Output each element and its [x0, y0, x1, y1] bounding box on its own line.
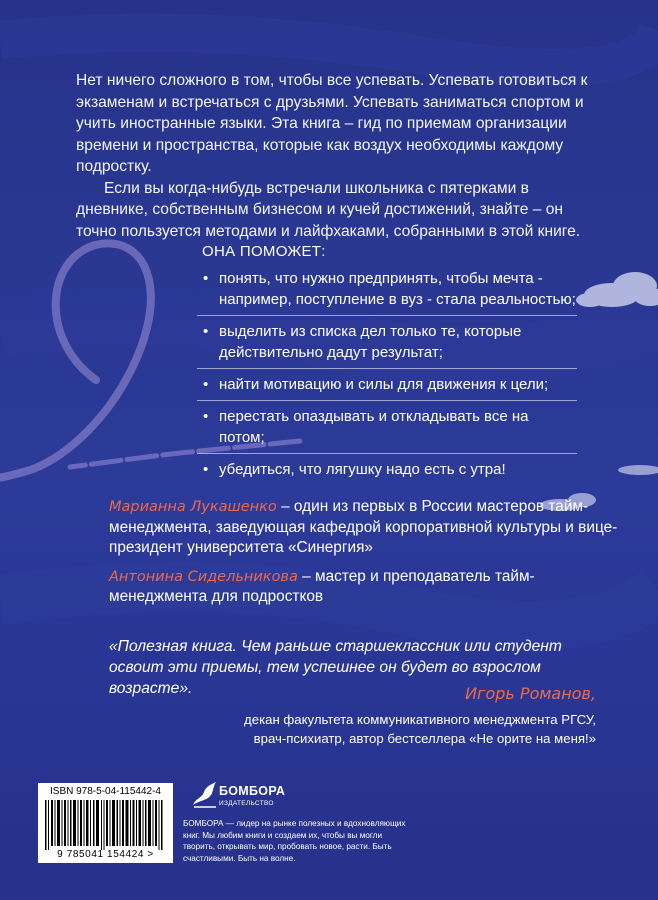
quote-author: Игорь Романов,	[465, 684, 596, 703]
bullet-icon: •	[203, 270, 209, 287]
helps-list	[197, 263, 577, 485]
authors-section	[109, 497, 619, 616]
publisher-name: БОМБОРА	[219, 784, 286, 798]
barcode-box	[38, 783, 173, 863]
barcode-number: 9 785041 154424 >	[57, 849, 154, 860]
helps-item-text: понять, что нужно предпринять, чтобы мечта - например, поступление в вуз - стала реальностью;	[219, 270, 576, 308]
quote-role-line: врач-психиатр, автор бестселлера «Не орите на меня!»	[253, 731, 596, 746]
quote-role-line: декан факультета коммуникативного менеджмента РГСУ,	[244, 712, 596, 727]
helps-list-item	[197, 454, 577, 485]
helps-item-text: перестать опаздывать и откладывать все на потом;	[219, 408, 529, 446]
author-name: Марианна Лукашенко	[109, 499, 277, 515]
bullet-icon: •	[203, 376, 209, 393]
isbn-label: ISBN 978-5-04-115442-4	[50, 786, 161, 797]
helps-item-text: убедиться, что лягушку надо есть с утра!	[219, 461, 506, 478]
barcode-icon	[43, 800, 168, 850]
review-quote: «Полезная книга. Чем раньше старшеклассник или студент освоит эти приемы, тем успешнее он будет во взрослом возрасте».	[109, 638, 562, 697]
intro-text	[76, 70, 596, 242]
helps-list-item	[197, 263, 577, 316]
publisher-blurb: БОМБОРА — лидер на рынке полезных и вдохновляющих книг. Мы любим книги и создаем их, чтобы вы могли творить, открывать мир, пробовать новое, расти. Быть счастливыми. Быть на волне.	[183, 819, 406, 863]
author-description: – мастер и преподаватель тайм-менеджмента для подростков	[109, 567, 535, 605]
brush-stroke	[0, 30, 658, 68]
author-bio	[109, 497, 619, 559]
wave-logo-icon	[190, 778, 218, 808]
bullet-icon: •	[203, 408, 209, 425]
intro-paragraph: Нет ничего сложного в том, чтобы все успевать. Успевать готовиться к экзаменам и встречаться с друзьями. Успевать заниматься спортом и учить иностранные языки. Эта книга – гид по приемам организации времени и пространства, которые как воздух необходимы каждому подростку.	[76, 72, 588, 175]
helps-item-text: найти мотивацию и силы для движения к цели;	[219, 376, 549, 393]
author-description: – один из первых в России мастеров тайм-менеджмента, заведующая кафедрой корпоративной культуры и вице-президент университета «Синергия»	[109, 498, 618, 556]
helps-heading: ОНА ПОМОЖЕТ:	[202, 243, 326, 260]
helps-list-item	[197, 316, 577, 369]
intro-paragraph: Если вы когда-нибудь встречали школьника с пятерками в дневнике, собственным бизнесом и кучей достижений, знайте – он точно пользуется методами и лайфхаками, собранными в этой книге.	[76, 179, 581, 240]
quote-author-role	[176, 710, 596, 748]
helps-item-text: выделить из списка дел только те, которые действительно дадут результат;	[219, 323, 522, 361]
bullet-icon: •	[203, 323, 209, 340]
cloud-decoration	[576, 272, 658, 307]
helps-list-item	[197, 369, 577, 401]
author-bio	[109, 567, 619, 608]
helps-list-item	[197, 401, 577, 454]
bullet-icon: •	[203, 461, 209, 478]
author-name: Антонина Сидельникова	[109, 568, 298, 585]
publisher-subtitle: ИЗДАТЕЛЬСТВО	[219, 800, 274, 807]
